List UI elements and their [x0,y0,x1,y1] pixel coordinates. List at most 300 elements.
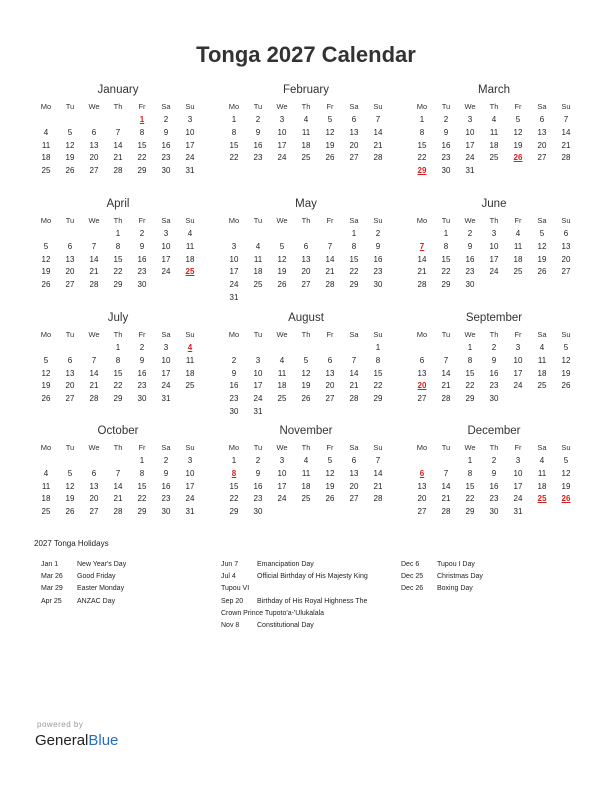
day-cell: 22 [113,381,123,391]
weekday-label: Sa [349,330,359,339]
day-cell: 30 [441,166,451,176]
day-cell: 8 [467,355,473,365]
week-row [222,279,390,292]
day-cell: 6 [67,241,73,251]
day-cell: 18 [301,140,311,150]
holiday-name: Boxing Day [437,585,473,593]
day-cell: 25 [41,166,51,176]
day-cell: 22 [229,494,239,504]
day-cell [222,342,246,355]
day-cell: 28 [113,507,123,517]
week-row [34,455,202,468]
day-cell: 12 [325,468,335,478]
day-cell [154,279,178,292]
day-cell: 8 [443,241,449,251]
day-cell: 31 [229,292,239,302]
day-cell [270,342,294,355]
day-cell: 24 [185,494,195,504]
weekday-label: We [88,443,100,452]
day-cell: 24 [161,381,171,391]
holiday-day-cell: 26 [513,153,523,163]
holiday-date: Sep 20 [221,597,244,605]
weekday-label: Fr [138,443,146,452]
day-cell: 11 [253,254,263,264]
holiday-day-cell: 1 [139,115,145,124]
weekday-label: Th [301,216,311,225]
day-cell: 29 [137,507,147,517]
weekday-label: Mo [416,330,428,339]
weekday-label: Tu [253,216,263,225]
day-cell: 4 [491,115,497,124]
day-cell: 23 [441,153,451,163]
day-cell [294,228,318,241]
day-cell: 5 [279,241,285,251]
day-cell: 16 [441,140,451,150]
day-cell: 7 [351,355,357,365]
holiday-day-cell: 4 [187,343,193,352]
week-row [410,368,578,381]
day-cell: 31 [465,166,475,176]
month-november [222,423,390,519]
month-june [410,196,578,292]
day-cell [318,292,342,305]
holiday-name: Emancipation Day [257,561,314,568]
weekday-label: Fr [138,216,146,225]
holiday-date: Jan 1 [41,561,59,568]
day-cell: 7 [375,456,381,465]
day-cell: 25 [537,381,547,391]
month-name: March [478,84,510,96]
weekday-label: Su [561,443,571,452]
week-row [410,506,578,519]
day-cell: 2 [443,115,449,124]
month-october [34,423,202,519]
day-cell [58,342,82,355]
week-row [410,114,578,127]
day-cell: 15 [229,481,239,491]
day-cell: 26 [325,494,335,504]
weekday-header [410,214,578,228]
week-row [34,254,202,267]
day-cell: 31 [513,507,523,517]
week-row [222,455,390,468]
day-cell: 4 [539,456,545,465]
day-cell [58,114,82,127]
day-cell: 10 [161,241,171,251]
day-cell: 27 [89,166,99,176]
day-cell [342,406,366,419]
day-cell: 8 [115,355,121,365]
day-cell: 1 [231,115,237,124]
day-cell: 29 [113,394,123,404]
day-cell [294,342,318,355]
holiday-date: Jul 4 [221,573,236,581]
week-row [34,152,202,165]
week-row [222,468,390,481]
week-row [410,165,578,178]
weekday-label: Sa [537,216,547,225]
day-cell: 16 [373,254,383,264]
day-cell: 15 [113,254,123,264]
day-cell: 28 [441,507,451,517]
weekday-label: Su [373,102,383,111]
day-cell: 1 [467,343,473,352]
week-row [410,468,578,481]
day-cell: 5 [539,229,545,238]
month-name: August [288,312,324,324]
day-cell: 9 [139,241,145,251]
week-row [34,165,202,178]
weekday-label: We [276,443,288,452]
weekday-label: Tu [253,102,263,111]
day-cell: 3 [163,343,169,352]
day-cell: 30 [229,406,239,416]
day-cell: 14 [349,368,359,378]
day-cell: 2 [139,229,145,238]
weekday-header [410,441,578,455]
day-cell: 22 [349,267,359,277]
day-cell: 30 [489,394,499,404]
weekday-label: We [88,330,100,339]
day-cell: 22 [441,267,451,277]
day-cell: 23 [161,153,171,163]
day-cell: 23 [161,494,171,504]
day-cell: 19 [561,481,571,491]
day-cell: 11 [185,241,195,251]
day-cell: 28 [417,280,427,290]
day-cell: 4 [539,343,545,352]
day-cell: 4 [303,115,309,124]
day-cell: 18 [253,267,263,277]
holiday-column [401,559,483,596]
day-cell [318,406,342,419]
day-cell: 15 [113,368,123,378]
weekday-label: Fr [326,443,334,452]
weekday-label: Fr [326,102,334,111]
day-cell: 1 [115,229,121,238]
day-cell: 3 [467,115,473,124]
day-cell: 6 [327,355,333,365]
weekday-label: Sa [349,102,359,111]
day-cell: 23 [489,381,499,391]
day-cell: 25 [277,394,287,404]
day-cell: 7 [443,355,449,365]
day-cell [554,393,578,406]
weekday-label: Fr [514,443,522,452]
day-cell: 30 [253,507,263,517]
day-cell: 19 [325,481,335,491]
day-cell: 22 [229,153,239,163]
day-cell: 25 [301,494,311,504]
day-cell: 19 [561,368,571,378]
day-cell: 17 [277,481,287,491]
day-cell [294,406,318,419]
month-december [410,423,578,519]
holiday-day-cell: 20 [417,381,427,391]
day-cell [530,393,554,406]
day-cell: 1 [115,343,121,352]
day-cell: 5 [327,456,333,465]
weekday-label: Su [561,330,571,339]
day-cell [530,506,554,519]
holiday-date: Dec 26 [401,585,424,593]
week-row [410,127,578,140]
holiday-name: Tupou I Day [437,561,475,568]
day-cell [270,506,294,519]
day-cell: 31 [185,507,195,517]
holiday-item [41,559,126,571]
day-cell [82,114,106,127]
day-cell: 16 [229,381,239,391]
day-cell [82,228,106,241]
day-cell: 22 [373,381,383,391]
day-cell: 5 [303,355,309,365]
day-cell: 17 [277,140,287,150]
weekday-label: Mo [228,216,240,225]
day-cell [482,279,506,292]
day-cell: 11 [41,481,51,491]
day-cell: 13 [65,368,75,378]
day-cell: 21 [113,153,123,163]
week-row [410,342,578,355]
day-cell [34,455,58,468]
weekday-label: Mo [228,443,240,452]
day-cell: 10 [513,355,523,365]
day-cell: 26 [561,381,571,391]
page-title: Tonga 2027 Calendar [196,42,416,67]
day-cell: 6 [351,115,357,124]
day-cell: 19 [537,254,547,264]
day-cell: 18 [41,153,51,163]
day-cell: 21 [349,381,359,391]
week-row [222,140,390,153]
day-cell: 3 [231,241,237,251]
weekday-label: Tu [65,443,75,452]
day-cell: 20 [89,494,99,504]
day-cell: 9 [491,355,497,365]
weekday-label: Tu [253,443,263,452]
day-cell: 5 [67,127,73,137]
month-name: February [282,84,330,96]
day-cell: 13 [89,481,99,491]
day-cell [410,455,434,468]
month-name: December [467,425,521,437]
weekday-label: We [276,216,288,225]
day-cell: 21 [113,494,123,504]
day-cell: 15 [441,254,451,264]
day-cell: 20 [65,381,75,391]
day-cell: 20 [349,140,359,150]
day-cell: 1 [419,115,425,124]
day-cell: 25 [513,267,523,277]
month-name: January [97,84,139,96]
day-cell: 21 [89,267,99,277]
day-cell: 11 [41,140,51,150]
day-cell: 2 [163,115,169,124]
day-cell: 16 [489,368,499,378]
weekday-label: Tu [441,330,451,339]
month-january [34,82,202,178]
day-cell: 29 [441,280,451,290]
day-cell: 27 [417,394,427,404]
weekday-header [222,328,390,342]
day-cell: 13 [349,127,359,137]
day-cell [270,228,294,241]
day-cell: 23 [253,494,263,504]
weekday-label: Th [301,102,311,111]
day-cell: 6 [351,456,357,465]
day-cell: 14 [417,254,427,264]
day-cell: 10 [253,368,263,378]
week-row [410,380,578,393]
weekday-label: Su [185,102,195,111]
day-cell: 20 [65,267,75,277]
day-cell [58,455,82,468]
week-row [410,254,578,267]
day-cell [34,342,58,355]
weekday-label: Su [373,330,383,339]
powered-by-text: powered by [37,720,84,729]
day-cell: 3 [515,343,521,352]
generalblue-logo[interactable] [35,732,118,749]
weekday-label: Sa [349,443,359,452]
day-cell: 11 [185,355,195,365]
weekday-label: Fr [326,330,334,339]
day-cell: 28 [113,166,123,176]
day-cell: 8 [419,127,425,137]
week-row [34,228,202,241]
day-cell: 23 [137,381,147,391]
day-cell [482,165,506,178]
weekday-label: Tu [65,102,75,111]
day-cell: 21 [561,140,571,150]
week-row [410,140,578,153]
day-cell [58,228,82,241]
day-cell: 11 [301,127,311,137]
weekday-label: Mo [416,102,428,111]
day-cell: 25 [489,153,499,163]
weekday-label: Tu [65,330,75,339]
week-row [34,127,202,140]
day-cell: 12 [65,481,75,491]
week-row [34,241,202,254]
day-cell [106,455,130,468]
day-cell: 22 [465,381,475,391]
month-april [34,196,202,292]
holiday-item [401,559,483,571]
day-cell: 12 [513,127,523,137]
holiday-item [221,596,368,608]
day-cell: 13 [325,368,335,378]
day-cell: 18 [185,254,195,264]
day-cell [318,506,342,519]
holiday-item [41,596,126,608]
day-cell: 31 [161,394,171,404]
day-cell: 9 [443,127,449,137]
week-row [222,342,390,355]
day-cell: 27 [65,394,75,404]
week-row [222,506,390,519]
weekday-label: We [276,330,288,339]
day-cell: 9 [163,468,169,478]
holiday-name: Good Friday [77,573,116,581]
day-cell: 6 [539,115,545,124]
day-cell: 20 [537,140,547,150]
day-cell [410,228,434,241]
day-cell: 9 [255,468,261,478]
holiday-item [41,583,126,595]
day-cell: 7 [375,115,381,124]
day-cell: 2 [163,456,169,465]
holiday-item [41,571,126,583]
weekday-label: Sa [161,216,171,225]
holiday-day-cell: 8 [231,468,237,478]
day-cell: 16 [489,481,499,491]
day-cell: 26 [41,394,51,404]
day-cell: 1 [139,456,145,465]
weekday-label: Tu [441,216,451,225]
day-cell: 28 [373,153,383,163]
day-cell: 25 [253,280,263,290]
day-cell: 20 [89,153,99,163]
day-cell: 21 [441,494,451,504]
day-cell: 6 [67,355,73,365]
day-cell: 12 [561,355,571,365]
day-cell [294,506,318,519]
day-cell [246,292,270,305]
weekday-label: Tu [441,102,451,111]
day-cell: 30 [161,507,171,517]
month-name: September [465,312,523,324]
day-cell: 17 [513,481,523,491]
week-row [222,127,390,140]
day-cell: 14 [113,481,123,491]
week-row [222,393,390,406]
weekday-label: Th [301,330,311,339]
day-cell: 22 [417,153,427,163]
week-row [410,152,578,165]
holiday-name-continued: Crown Prince Tupoto'a-'Ulukalala [221,609,325,617]
day-cell: 22 [465,494,475,504]
week-row [410,481,578,494]
day-cell: 2 [255,456,261,465]
day-cell: 15 [349,254,359,264]
month-may [222,196,390,305]
day-cell: 12 [301,368,311,378]
day-cell: 8 [139,468,145,478]
weekday-label: Mo [416,443,428,452]
day-cell: 9 [255,127,261,137]
holiday-name-continued: Tupou VI [221,585,250,593]
day-cell: 26 [65,507,75,517]
weekday-label: We [88,216,100,225]
holiday-day-cell: 25 [185,267,195,277]
day-cell: 17 [161,254,171,264]
day-cell: 25 [41,507,51,517]
day-cell: 19 [513,140,523,150]
day-cell: 24 [229,280,239,290]
week-row [410,455,578,468]
weekday-label: Tu [441,443,451,452]
day-cell: 14 [441,368,451,378]
weekday-label: Th [113,216,123,225]
day-cell: 21 [325,267,335,277]
day-cell: 10 [185,127,195,137]
day-cell: 16 [161,140,171,150]
day-cell: 20 [325,381,335,391]
day-cell: 27 [417,507,427,517]
day-cell: 31 [253,406,263,416]
